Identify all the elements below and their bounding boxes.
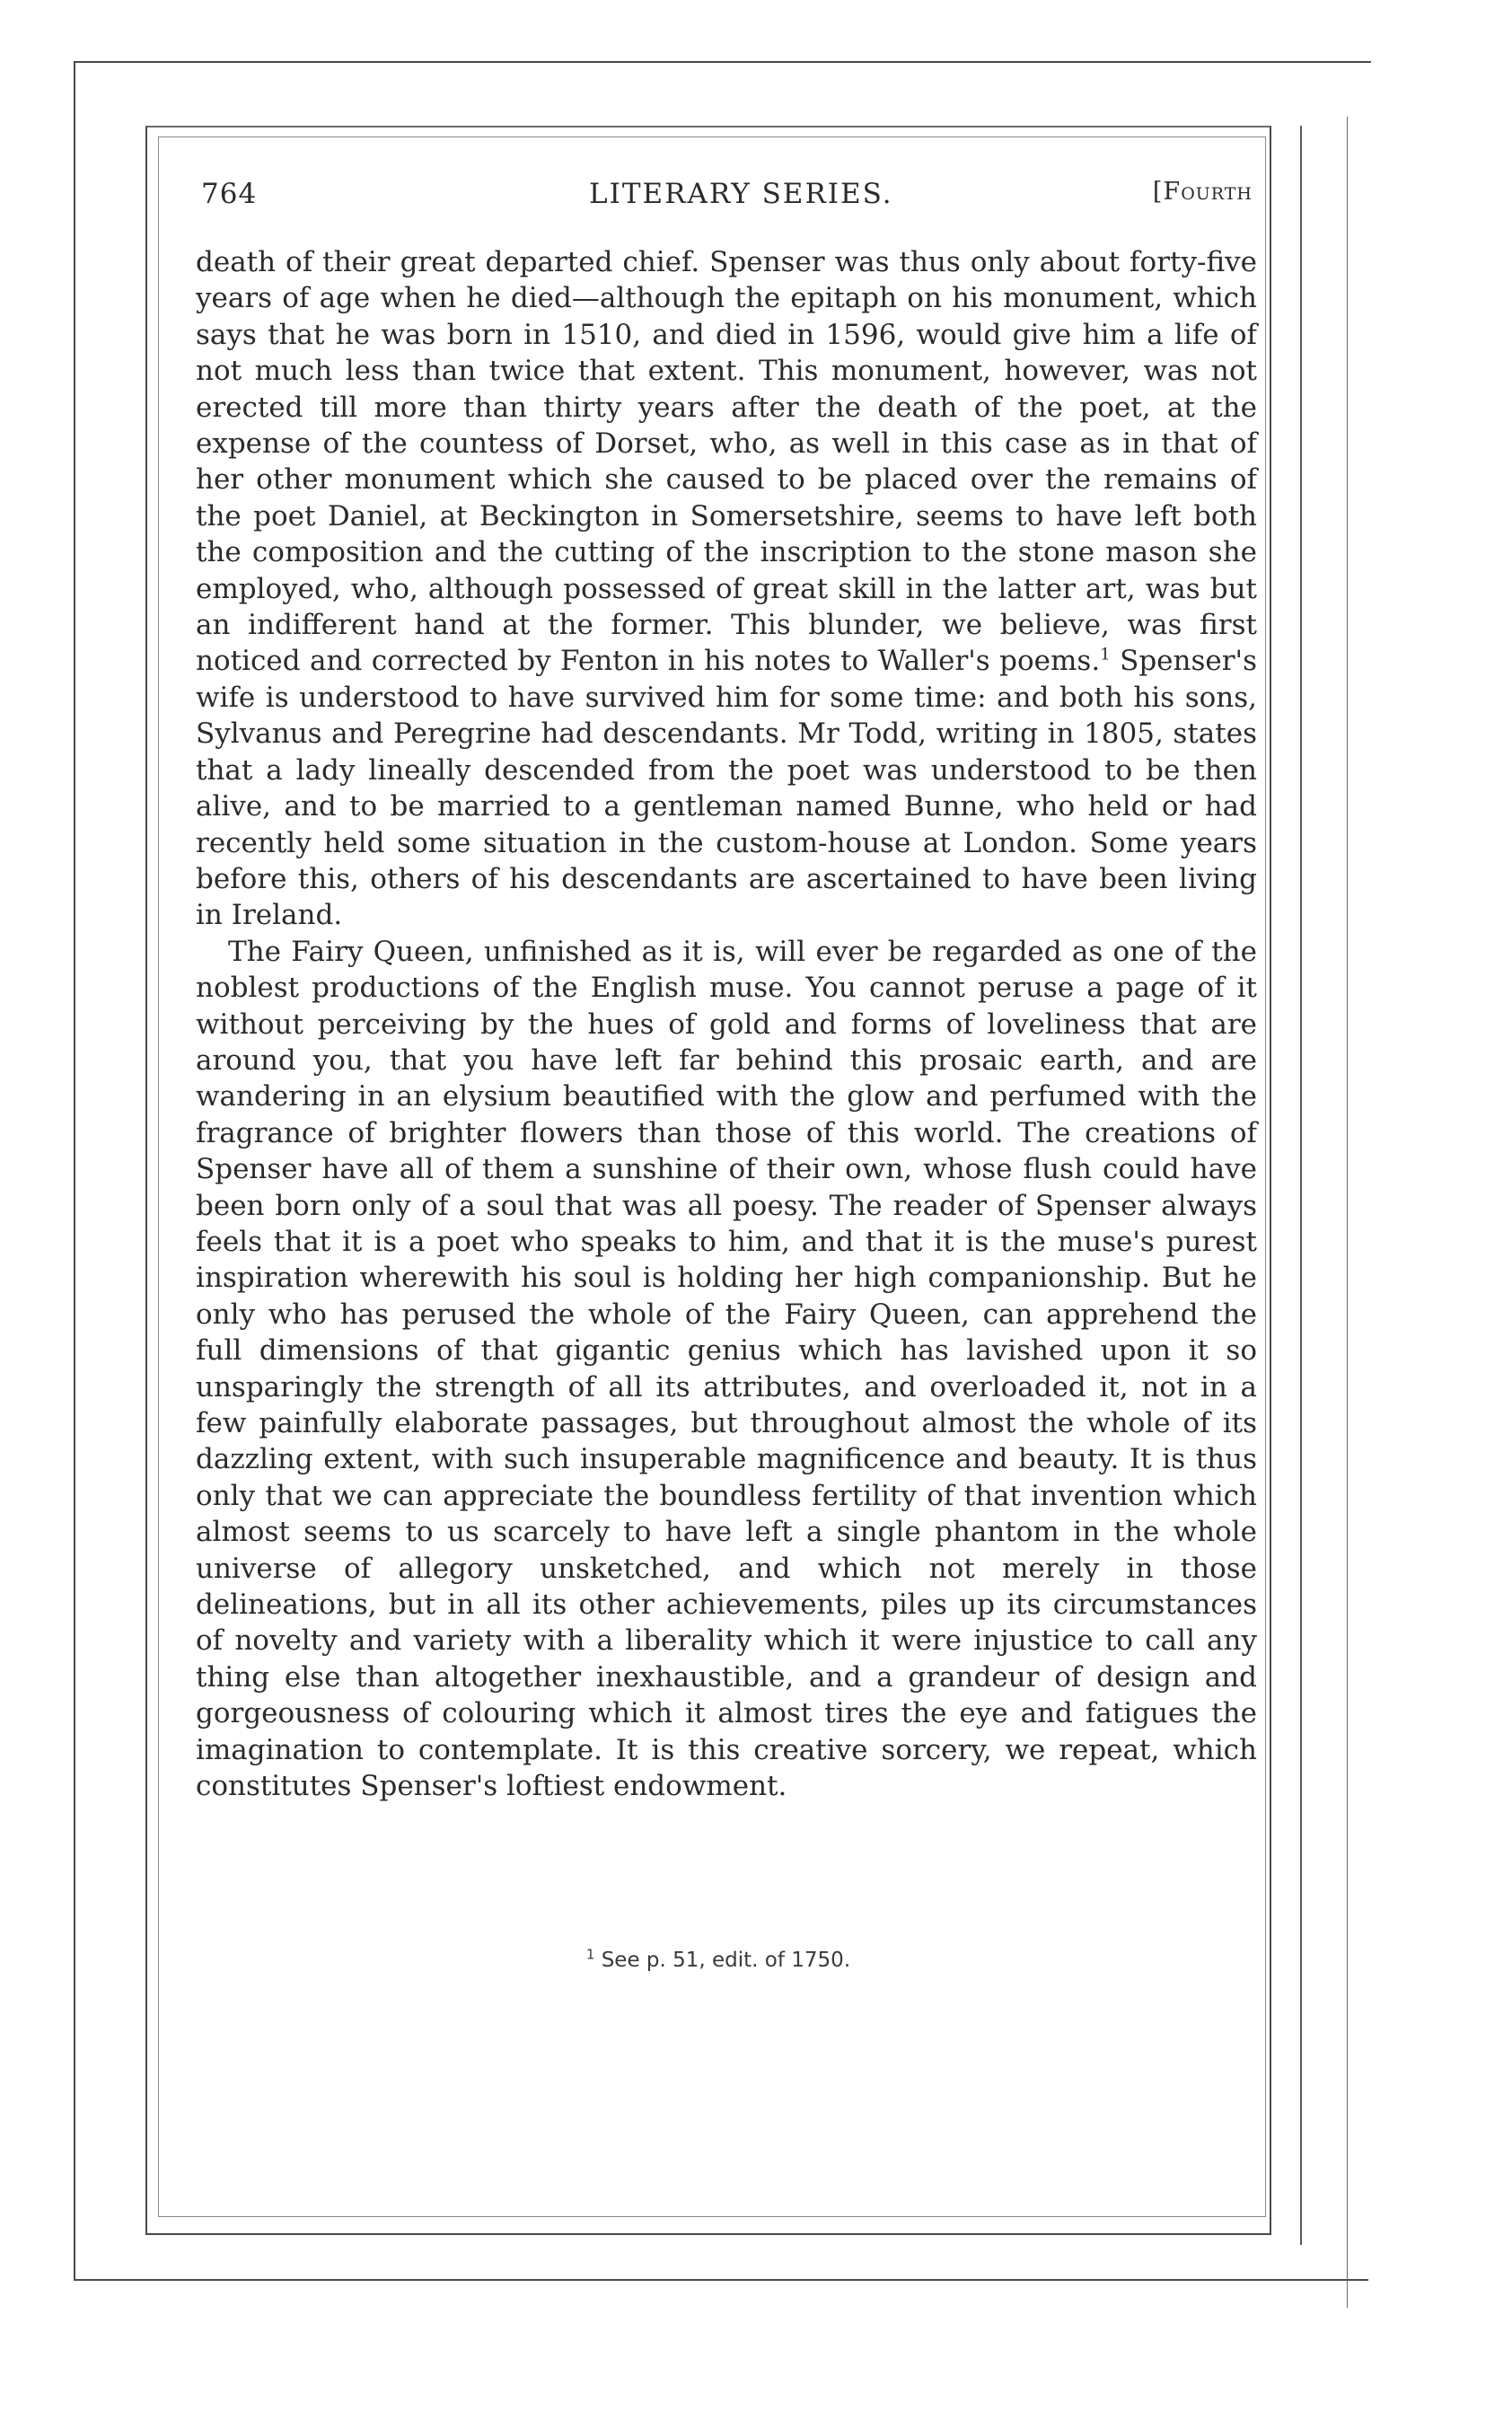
paragraph-text: The Fairy Queen, unfinished as it is, will ever be regarded as one of the noblest productions of the English muse. You cannot peruse a page of it without perceiving by the hues of gold and forms of loveliness that are around you, that you have left far behind this prosaic earth, and are wandering in an elysium beautified with the glow and perfumed with the fragrance of brighter flowers than those of this world. The creations of Spenser have all of them a sunshine of their own, whose flush could have been born only of a soul that was all poesy. The reader of Spenser always feels that it is a poet who speaks to him, and that it is the muse's purest inspiration wherewith his soul is holding her high companionship. But he only who has perused the whole of the Fairy Queen, can apprehend the full dimensions of that gigantic genius which has lavished upon it so unsparingly the strength of all its attributes, and overloaded it, not in a few painfully elaborate passages, but throughout almost the whole of its dazzling extent, with such insuperable magnificence and beauty. It is thus only that we can appreciate the boundless fertility of that invention which almost seems to us scarcely to have left a single phantom in the whole universe of allegory unsketched, and which not merely in those delineations, but in all its other achievements, piles up its circumstances of novelty and variety with a liberality which it were injustice to call any thing else than altogether inexhaustible, and a grandeur of design and gorgeousness of colouring which it almost tires the eye and fatigues the imagination to contemplate. It is this creative sorcery, we repeat, which constitutes Spenser's loftiest endowment. xyxy=(196,935,1257,1803)
inner-frame-right-rule xyxy=(1300,126,1302,2245)
paragraph xyxy=(196,244,1257,934)
paragraph-text-continued: Spenser's wife is understood to have survived him for some time: and both his sons, Sylvanus and Peregrine had descendants. Mr Todd, writing in 1805, states that a lady lineally descended from the poet was understood to be then alive, and to be married to a gentleman named Bunne, who held or had recently held some situation in the custom-house at London. Some years before this, others of his descendants are ascertained to have been living in Ireland. xyxy=(196,645,1257,932)
paragraph-text: death of their great departed chief. Spenser was thus only about forty-five years of age when he died—although the epitaph on his monument, which says that he was born in 1510, and died in 1596, would give him a life of not much less than twice that extent. This monument, however, was not erected till more than thirty years after the death of the poet, at the expense of the countess of Dorset, who, as well in this case as in that of her other monument which she caused to be placed over the remains of the poet Daniel, at Beckington in Somersetshire, seems to have left both the composition and the cutting of the inscription to the stone mason she employed, who, although possessed of great skill in the latter art, was but an indifferent hand at the former. This blunder, we believe, was first noticed and corrected by Fenton in his notes to Waller's poems. xyxy=(196,246,1257,678)
footnote-reference: 1 xyxy=(1100,646,1111,665)
section-label: [Fourth xyxy=(1152,178,1253,206)
footnote xyxy=(180,1946,1257,1972)
running-header xyxy=(198,178,1253,217)
paragraph xyxy=(196,934,1257,1805)
footnote-text: See p. 51, edit. of 1750. xyxy=(601,1949,851,1972)
running-title: LITERARY SERIES. xyxy=(589,178,893,210)
page-body xyxy=(196,244,1257,1804)
page-number: 764 xyxy=(201,178,258,210)
outer-frame-right-rule xyxy=(1347,117,1348,2308)
footnote-mark: 1 xyxy=(585,1946,595,1963)
